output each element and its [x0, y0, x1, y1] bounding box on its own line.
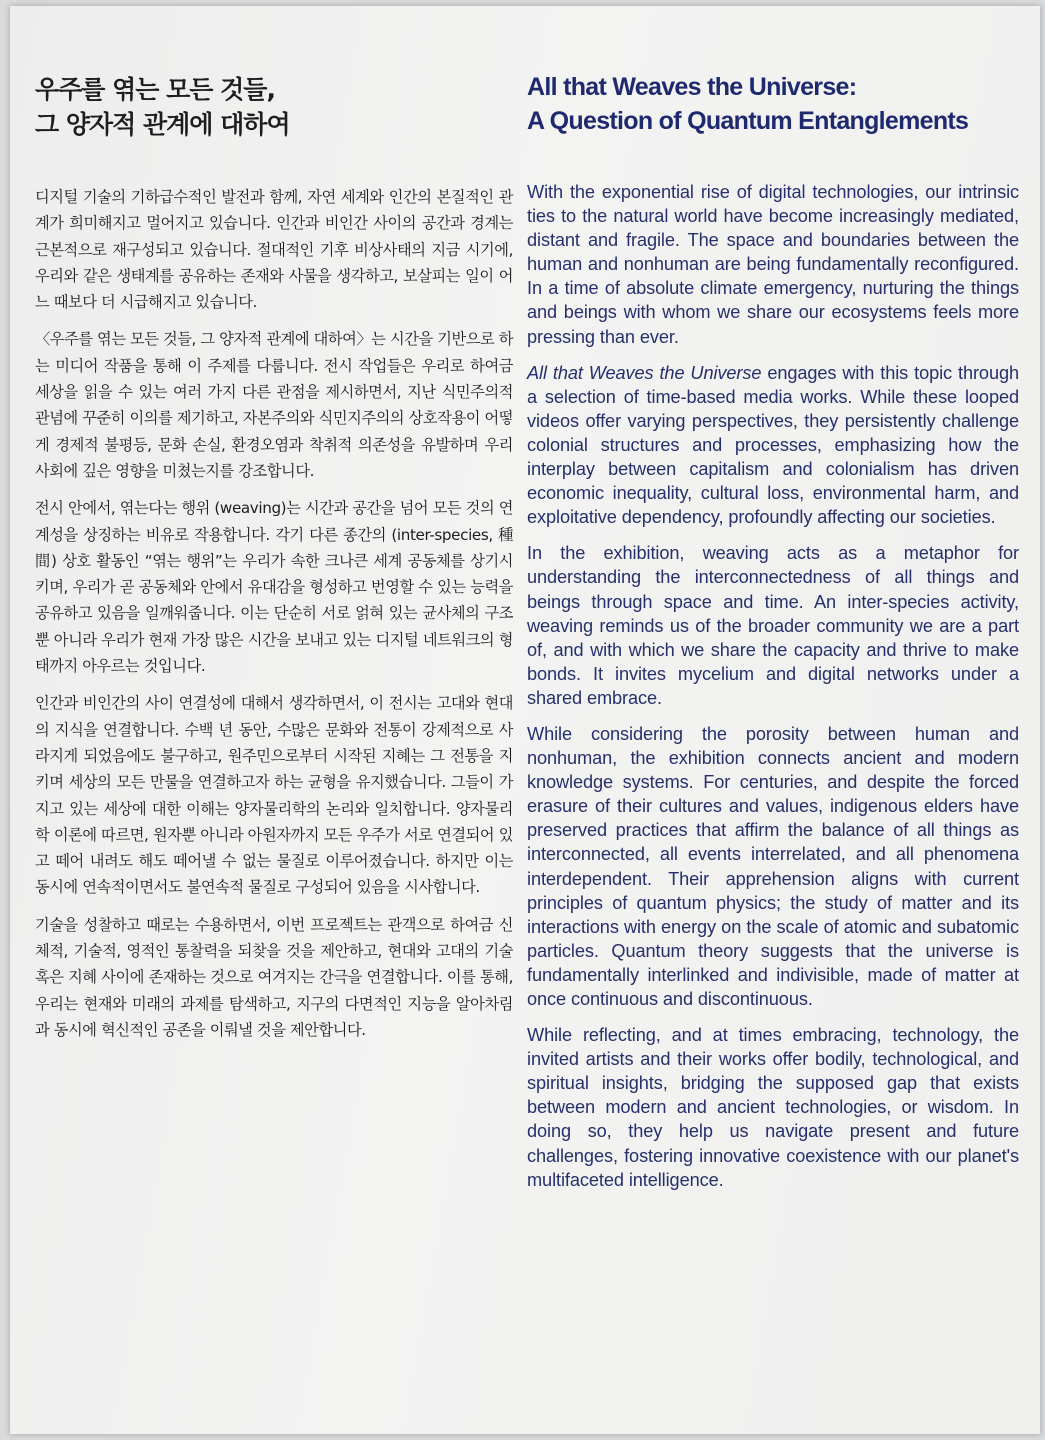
english-paragraph-2-text: engages with this topic through a selection of time-based media works. While these looped videos offer varying perspectives, they persistently challenge colonial structures and processes, emphasizing how the interplay between capitalism and colonialism has driven economic inequality, cultural loss, environmental harm, and exploitative dependency, profoundly affecting our societies.: [527, 362, 1019, 528]
korean-paragraph-3: 전시 안에서, 엮는다는 행위 (weaving)는 시간과 공간을 넘어 모든 것의 연계성을 상징하는 비유로 작용합니다. 각기 다른 종간의 (inter-species, 種間) 상호 활동인 “엮는 행위”는 우리가 속한 크나큰 세계 공동체를 상기시키며, 우리가 곧 공동체와 안에서 유대감을 형성하고 번영할 수 있는 능력을 공유하고 있음을 일깨워줍니다. 이는 단순히 서로 얽혀 있는 균사체의 구조뿐 아니라 우리가 현재 가장 많은 시간을 보내고 있는 디지털 네트워크의 형태까지 아우르는 것입니다.: [35, 499, 513, 676]
korean-paragraph-5: 기술을 성찰하고 때로는 수용하면서, 이번 프로젝트는 관객으로 하여금 신체적, 기술적, 영적인 통찰력을 되찾을 것을 제안하고, 현대와 고대의 기술 혹은 지혜 사이에 존재하는 것으로 여겨지는 간극을 연결합니다. 이를 통해, 우리는 현재와 미래의 과제를 탐색하고, 지구의 다면적인 지능을 알아차림과 동시에 혁신적인 공존을 이뤄낼 것을 제안합니다.: [35, 915, 513, 1039]
korean-title-line-2: 그 양자적 관계에 대하여: [35, 110, 290, 139]
english-paragraph-2: [527, 361, 1019, 530]
korean-column: [35, 72, 513, 1039]
english-column: [527, 70, 1019, 1190]
korean-title: [35, 72, 513, 142]
english-paragraph-3: In the exhibition, weaving acts as a metaphor for understanding the interconnectedness of all things and beings through space and time. An inter-species activity, weaving reminds us of the broader community we are a part of, and with which we share the capacity and thrive to make bonds. It invites mycelium and digital networks under a shared embrace.: [527, 543, 1019, 708]
english-title: [527, 70, 1019, 138]
english-title-line-2: A Question of Quantum Entanglements: [527, 107, 969, 135]
korean-paragraph-1: 디지털 기술의 기하급수적인 발전과 함께, 자연 세계와 인간의 본질적인 관계가 희미해지고 멀어지고 있습니다. 인간과 비인간 사이의 공간과 경계는 근본적으로 재구성되고 있습니다. 절대적인 기후 비상사태의 지금 시기에, 우리와 같은 생태계를 공유하는 존재와 사물을 생각하고, 보살피는 일이 어느 때보다 더 시급해지고 있습니다.: [35, 188, 513, 312]
english-paragraph-4: While considering the porosity between human and nonhuman, the exhibition connects ancient and modern knowledge systems. For centuries, and despite the forced erasure of their cultures and values, indigenous elders have preserved practices that affirm the balance of all things as interconnected, all events interrelated, and all phenomena interdependent. Their apprehension aligns with current principles of quantum physics; the study of matter and its interactions with energy on the scale of atomic and subatomic particles. Quantum theory suggests that the universe is fundamentally interlinked and indivisible, made of matter at once continuous and discontinuous.: [527, 723, 1019, 1009]
english-paragraph-5: While reflecting, and at times embracing, technology, the invited artists and their works offer bodily, technological, and spiritual insights, bridging the supposed gap that exists between modern and ancient technologies, or wisdom. In doing so, they help us navigate present and future challenges, fostering innovative coexistence with our planet's multifaceted intelligence.: [527, 1025, 1019, 1190]
english-title-line-1: All that Weaves the Universe:: [527, 73, 857, 101]
korean-paragraph-2: 〈우주를 엮는 모든 것들, 그 양자적 관계에 대하여〉는 시간을 기반으로 하는 미디어 작품을 통해 이 주제를 다룹니다. 전시 작업들은 우리로 하여금 세상을 읽을 수 있는 여러 가지 다른 관점을 제시하면서, 지난 식민주의적 관념에 꾸준히 이의를 제기하고, 자본주의와 식민지주의의 상호작용이 어떻게 경제적 불평등, 문화 손실, 환경오염과 착취적 의존성을 유발하며 우리 사회에 깊은 영향을 미쳤는지를 강조합니다.: [35, 330, 513, 480]
exhibition-title-italic: All that Weaves the Universe: [527, 362, 762, 383]
exhibition-text-sheet: [10, 6, 1040, 1434]
english-body: [527, 180, 1019, 1204]
korean-title-line-1: 우주를 엮는 모든 것들,: [35, 75, 275, 104]
english-paragraph-1: With the exponential rise of digital technologies, our intrinsic ties to the natural world have become increasingly mediated, distant and fragile. The space and boundaries between the human and nonhuman are being fundamentally reconfigured. In a time of absolute climate emergency, nurturing the things and beings with whom we share our ecosystems feels more pressing than ever.: [527, 182, 1019, 347]
korean-body: [35, 184, 513, 1054]
korean-paragraph-4: 인간과 비인간의 사이 연결성에 대해서 생각하면서, 이 전시는 고대와 현대의 지식을 연결합니다. 수백 년 동안, 수많은 문화와 전통이 강제적으로 사라지게 되었음에도 불구하고, 원주민으로부터 시작된 지혜는 그 전통을 지키며 세상의 모든 만물을 연결하고자 하는 균형을 유지했습니다. 그들이 가지고 있는 세상에 대한 이해는 양자물리학의 논리와 일치합니다. 양자물리학 이론에 따르면, 원자뿐 아니라 아원자까지 모든 우주가 서로 연결되어 있고 떼어 내려도 해도 떼어낼 수 없는 물질로 이루어졌습니다. 하지만 이는 동시에 연속적이면서도 불연속적 물질로 구성되어 있음을 시사합니다.: [35, 694, 513, 897]
